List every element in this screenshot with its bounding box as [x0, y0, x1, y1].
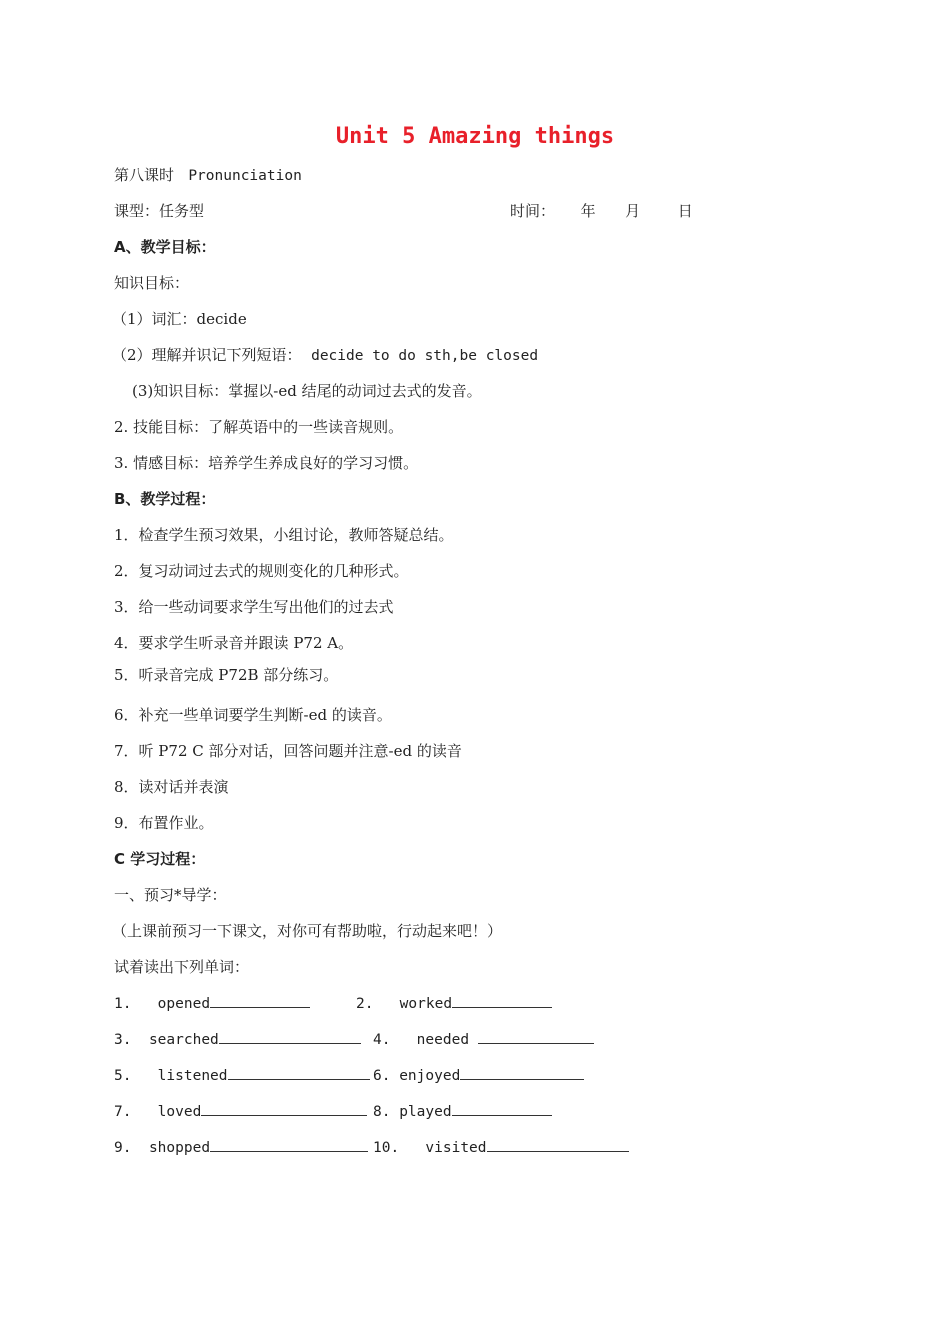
lesson-type: 课型：任务型: [114, 202, 205, 220]
exercise-word: searched: [148, 1032, 219, 1048]
exercise-number: 3.: [114, 1032, 132, 1048]
step-3: 3．给一些动词要求学生写出他们的过去式: [114, 598, 394, 616]
exercise-item-8: [373, 1100, 552, 1120]
section-b-heading: B、教学过程：: [114, 490, 216, 508]
exercise-item-2: [356, 992, 552, 1012]
exercise-word: worked: [399, 996, 453, 1012]
goal-1: （1）词汇：decide: [112, 310, 247, 328]
exercise-number: 6.: [373, 1068, 391, 1084]
month-label: 月: [625, 202, 641, 220]
answer-blank[interactable]: [219, 1028, 361, 1044]
exercise-number: 1.: [114, 996, 132, 1012]
step-7: 7．听 P72 C 部分对话，回答问题并注意-ed 的读音: [114, 742, 462, 760]
answer-blank[interactable]: [210, 1136, 368, 1152]
lesson-type-line: [114, 200, 814, 221]
answer-blank[interactable]: [452, 992, 552, 1008]
answer-blank[interactable]: [452, 1100, 552, 1116]
time-label: 时间：: [510, 202, 556, 220]
period-label: 第八课时: [114, 166, 175, 184]
skill-goal: 2. 技能目标：了解英语中的一些读音规则。: [114, 418, 404, 436]
knowledge-goal-label: 知识目标：: [114, 274, 190, 292]
answer-blank[interactable]: [201, 1100, 367, 1116]
step-1: 1．检查学生预习效果，小组讨论，教师答疑总结。: [114, 526, 454, 544]
period-topic: Pronunciation: [188, 168, 302, 184]
day-label: 日: [677, 202, 693, 220]
section-c-heading: C 学习过程：: [114, 850, 206, 868]
exercise-item-4: [373, 1028, 594, 1048]
exercise-word: needed: [416, 1032, 470, 1048]
step-8: 8．读对话并表演: [114, 778, 229, 796]
step-5: 5．听录音完成 P72B 部分练习。: [114, 666, 339, 684]
exercise-word: played: [399, 1104, 452, 1120]
exercise-item-10: [373, 1136, 629, 1156]
exercise-word: opened: [157, 996, 211, 1012]
exercise-item-1: [114, 992, 310, 1012]
exercise-word: listened: [157, 1068, 228, 1084]
year-label: 年: [580, 202, 596, 220]
exercise-word: loved: [157, 1104, 202, 1120]
step-6: 6．补充一些单词要学生判断-ed 的读音。: [114, 706, 392, 724]
step-9: 9．布置作业。: [114, 814, 214, 832]
exercise-number: 5.: [114, 1068, 132, 1084]
answer-blank[interactable]: [228, 1064, 370, 1080]
exercise-item-5: [114, 1064, 370, 1084]
exercise-item-7: [114, 1100, 367, 1120]
answer-blank[interactable]: [478, 1028, 594, 1044]
exercise-number: 4.: [373, 1032, 391, 1048]
preview-note: （上课前预习一下课文，对你可有帮助啦，行动起来吧！）: [112, 922, 503, 940]
exercise-number: 10.: [373, 1140, 400, 1156]
exercise-number: 7.: [114, 1104, 132, 1120]
exercise-word: enjoyed: [399, 1068, 461, 1084]
step-4: 4．要求学生听录音并跟读 P72 A。: [114, 634, 354, 652]
emotion-goal: 3. 情感目标：培养学生养成良好的学习习惯。: [114, 454, 419, 472]
answer-blank[interactable]: [487, 1136, 629, 1152]
exercise-item-3: [114, 1028, 361, 1048]
goal-2: [112, 344, 538, 365]
exercise-item-9: [114, 1136, 368, 1156]
preview-heading: 一、预习*导学：: [114, 886, 227, 904]
document-title: Unit 5 Amazing things: [335, 124, 615, 149]
step-2: 2．复习动词过去式的规则变化的几种形式。: [114, 562, 409, 580]
exercise-number: 9.: [114, 1140, 132, 1156]
answer-blank[interactable]: [210, 992, 310, 1008]
exercise-word: shopped: [148, 1140, 211, 1156]
exercise-item-6: [373, 1064, 584, 1084]
goal-2-label: （2）理解并识记下列短语：: [112, 346, 302, 364]
answer-blank[interactable]: [460, 1064, 584, 1080]
exercise-number: 2.: [356, 996, 374, 1012]
goal-2-phrases: decide to do sth,be closed: [311, 348, 539, 364]
period-line: [114, 164, 302, 185]
section-a-heading: A、教学目标：: [114, 238, 216, 256]
exercise-word: visited: [425, 1140, 487, 1156]
try-read-instruction: 试着读出下列单词：: [114, 958, 250, 976]
date-line: [510, 200, 693, 221]
exercise-number: 8.: [373, 1104, 391, 1120]
goal-3: (3)知识目标：掌握以-ed 结尾的动词过去式的发音。: [132, 382, 482, 400]
